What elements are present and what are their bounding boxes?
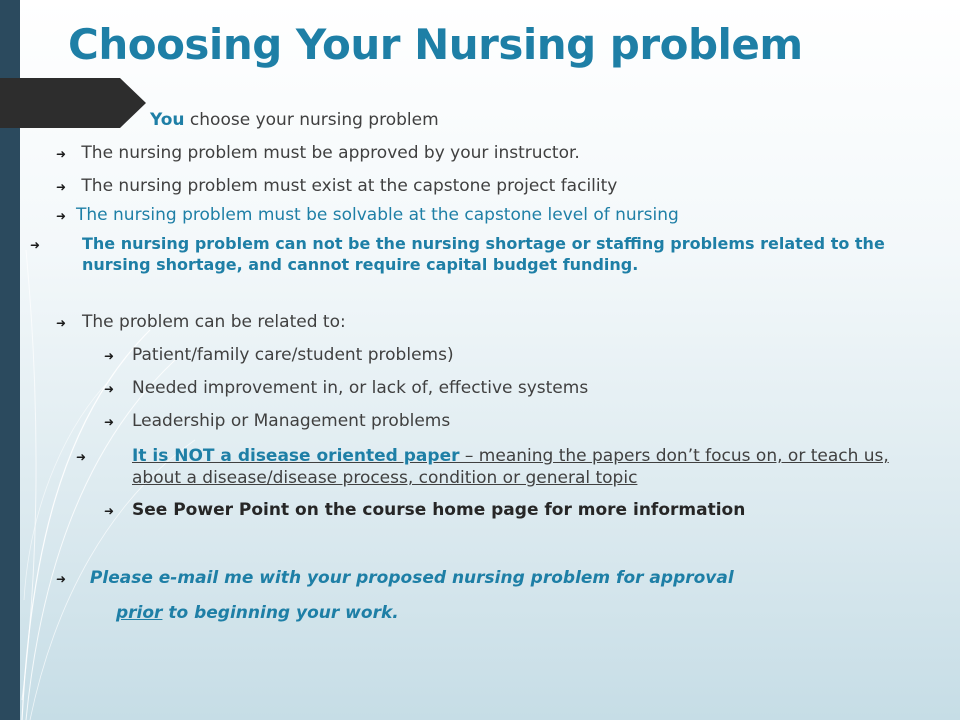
arrow-bullet-icon: ➜ [104,415,115,429]
arrow-bullet-icon: ➜ [104,382,115,396]
title-arrow-tab [0,78,146,128]
intro-emphasis: You [150,110,185,130]
arrow-bullet-icon: ➜ [30,238,41,252]
intro-text: choose your nursing problem [184,110,439,130]
intro-line [150,110,439,130]
arrow-bullet-icon: ➜ [104,349,115,363]
disease-note-bold[interactable]: It is NOT a disease oriented paper [132,446,460,466]
bullet-solvable: ➜ The nursing problem must be solvable at the capstone level of nursing [56,205,679,225]
arrow-bullet-icon: ➜ [104,504,115,518]
email-line-2: prior to beginning your work. [116,603,399,623]
subbullet-patient: ➜ Patient/family care/student problems) [104,345,454,365]
slide-title: Choosing Your Nursing problem [68,20,803,69]
arrow-bullet-icon: ➜ [56,209,67,223]
bullet-facility: ➜ The nursing problem must exist at the capstone project facility [56,176,618,196]
bullet-shortage: ➜ The nursing problem can not be the nursing shortage or staffing problems related to the nursing shortage, and cannot require capital budget funding. [30,234,885,274]
prior-emphasis: prior [116,603,163,623]
arrow-bullet-icon: ➜ [56,572,67,586]
email-line-1: ➜ Please e-mail me with your proposed nursing problem for approval [56,568,734,588]
subbullet-systems: ➜ Needed improvement in, or lack of, effective systems [104,378,589,398]
subbullet-powerpoint: ➜ See Power Point on the course home page for more information [104,500,746,520]
arrow-bullet-icon: ➜ [56,180,67,194]
bullet-approved: ➜ The nursing problem must be approved by your instructor. [56,143,580,163]
subbullet-disease-note[interactable] [76,446,942,489]
arrow-bullet-icon: ➜ [76,450,87,464]
arrow-bullet-icon: ➜ [56,316,67,330]
subbullet-leadership: ➜ Leadership or Management problems [104,411,451,431]
disease-note-rest[interactable]: – meaning the papers don’t focus on, or teach us, about a disease/disease process, condition or general topic [132,446,889,488]
arrow-bullet-icon: ➜ [56,147,67,161]
bullet-related: ➜ The problem can be related to: [56,312,346,332]
